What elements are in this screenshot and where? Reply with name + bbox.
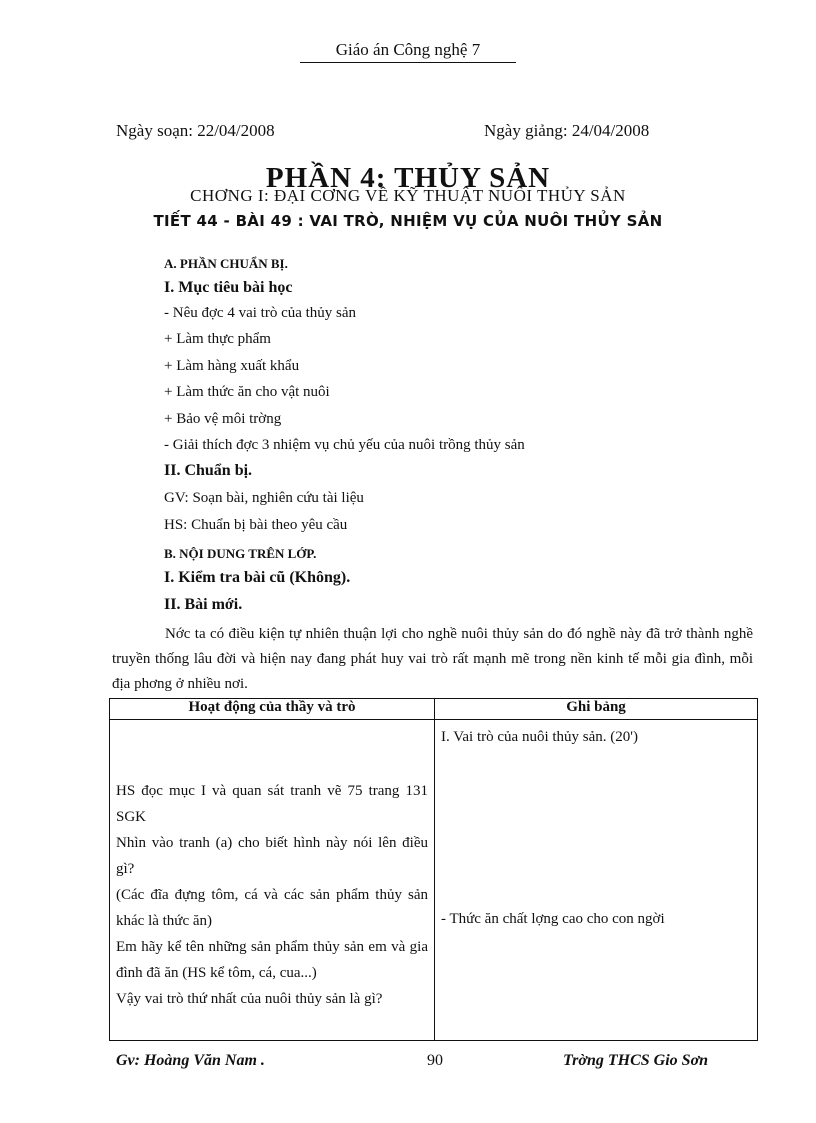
objective-line: - Nêu đợc 4 vai trò của thủy sản: [164, 305, 357, 321]
lesson-table: [109, 698, 758, 1041]
part-title: PHẦN 4: THỦY SẢN: [265, 162, 551, 194]
board-note-line: - Thức ăn chất lợng cao cho con ngời: [441, 911, 665, 927]
objective-line: + Làm hàng xuất khẩu: [164, 358, 300, 374]
board-note-line: I. Vai trò của nuôi thủy sản. (20'): [441, 729, 638, 745]
prepared-date: Ngày soạn: 22/04/2008: [116, 121, 275, 140]
activity-line: Nhìn vào tranh (a) cho biết hình này nói lên điều gì?: [116, 835, 428, 877]
taught-date: Ngày giảng: 24/04/2008: [484, 121, 650, 140]
section-a-heading: A. PHẦN CHUẨN BỊ.: [164, 256, 288, 271]
new-lesson-heading: II. Bài mới.: [164, 596, 243, 613]
objective-line: + Bảo vệ môi trờng: [164, 411, 282, 427]
chapter-title: CHƠNG I: ĐẠI CƠNG VỀ KỸ THUẬT NUÔI THỦY SẢN: [190, 186, 626, 205]
board-notes-cell: [435, 720, 758, 1041]
objective-line: + Làm thực phẩm: [164, 331, 271, 347]
preparation-heading: II. Chuẩn bị.: [164, 462, 253, 479]
table-row: [110, 720, 758, 1041]
activity-line: Vậy vai trò thứ nhất của nuôi thủy sản là gì?: [116, 991, 383, 1007]
preparation-line: GV: Soạn bài, nghiên cứu tài liệu: [164, 490, 364, 506]
table-header-row: [110, 699, 758, 720]
footer-teacher: Gv: Hoàng Văn Nam .: [116, 1052, 265, 1069]
review-heading: I. Kiểm tra bài cũ (Không).: [164, 569, 351, 586]
activity-line: Em hãy kể tên những sản phẩm thủy sản em và gia đình đã ăn (HS kể tôm, cá, cua...): [116, 939, 428, 981]
column-header-board-notes: Ghi bảng: [435, 699, 758, 720]
section-b-heading: B. NỘI DUNG TRÊN LỚP.: [164, 546, 317, 561]
objective-line: - Giải thích đợc 3 nhiệm vụ chủ yếu của nuôi trồng thủy sản: [164, 437, 525, 453]
objective-line: + Làm thức ăn cho vật nuôi: [164, 384, 330, 400]
intro-paragraph: Nớc ta có điều kiện tự nhiên thuận lợi cho nghề nuôi thủy sản do đó nghề này đã trở thành nghề truyền thống lâu đời và hiện nay đang phát huy vai trò rất mạnh mẽ trong nền kinh tế mỗi gia đình, mỗi địa phơng ở nhiều nơi.: [112, 626, 753, 692]
preparation-line: HS: Chuẩn bị bài theo yêu cầu: [164, 517, 348, 533]
document-header: [0, 40, 816, 63]
activity-line: HS đọc mục I và quan sát tranh vẽ 75 trang 131 SGK: [116, 783, 428, 825]
activities-cell: [110, 720, 435, 1041]
footer-school: Trờng THCS Gio Sơn: [563, 1052, 709, 1069]
header-title: Giáo án Công nghệ 7: [300, 40, 516, 63]
footer-page-number: 90: [427, 1052, 443, 1069]
lesson-title: TIẾT 44 - BÀI 49 : VAI TRÒ, NHIỆM VỤ CỦA NUÔI THỦY SẢN: [153, 212, 663, 230]
activity-line: (Các đĩa đựng tôm, cá và các sản phẩm thủy sản khác là thức ăn): [116, 887, 428, 929]
objectives-heading: I. Mục tiêu bài học: [164, 279, 293, 296]
column-header-activities: Hoạt động của thầy và trò: [110, 699, 435, 720]
